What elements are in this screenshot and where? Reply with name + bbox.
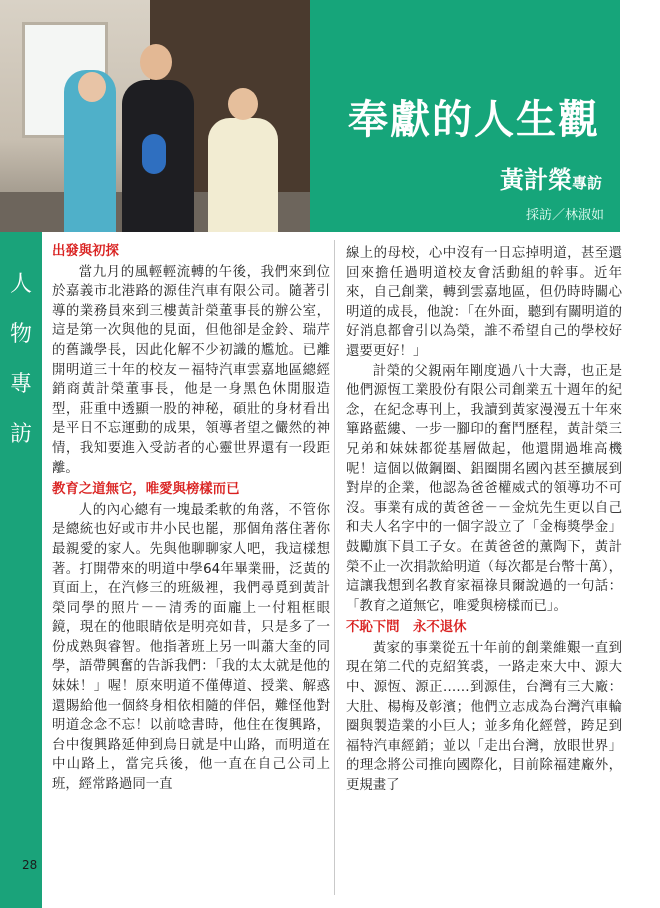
interview-photo [0, 0, 310, 232]
subject-tag: 專訪 [571, 174, 602, 192]
paragraph-continued: 線上的母校，心中沒有一日忘掉明道，甚至還回來擔任過明道校友會活動組的幹事。近年來，自己創業，轉到雲嘉地區，但仍時時關心明道的成長，他說：「在外面，聽到有關明道的好消息都會引以為榮，誰不希望自己的學校好還要更好！」 [346, 246, 622, 359]
person-left-head [78, 72, 106, 102]
paragraph: 當九月的風輕輕流轉的午後，我們來到位於嘉義市北港路的源佳汽車有限公司。隨著引導的業務員來到三樓黃計榮董事長的辦公室，這是第一次與他的見面，但他卻是金鈴、瑞芹的舊識學長，因此化解不少初識的尷尬。已離開明道三十年的校友－福特汽車雲嘉地區總經銷商黃計榮董事長，他是一身黑色休閒服造型，莊重中透顯一股的神秘，碩壯的身材看出是平日不忘運動的成果，領導者望之儼然的神情，我知要進入受訪者的心靈世界還有一段距離。 [52, 264, 330, 476]
byline: 採訪／林淑如 [525, 208, 604, 223]
section-heading: 教育之道無它，唯愛與榜樣而已 [52, 482, 240, 498]
article-column-right [346, 244, 622, 796]
section-sidebar [0, 232, 42, 908]
paragraph: 人的內心總有一塊最柔軟的角落，不管你是總統也好或市井小民也罷，那個角落住著你最親愛的家人。先與他聊聊家人吧，我這樣想著。打開帶來的明道中學64年畢業冊，泛黃的頁面上，在汽修三的班級裡，我們尋覓到黃計榮同學的照片－－清秀的面龐上一付粗框眼鏡，現在的他眼睛依是明亮如昔，只是多了一份成熟與睿智。他指著班上另一叫蕭大奎的同學，語帶興奮的告訴我們：「我的太太就是他的妹妹！」喔！原來明道不僅傳道、授業、解惑還賜給他一個終身相依相隨的伴侶，難怪他對明道念念不忘！以前唸書時，他住在復興路，台中復興路延伸到烏日就是中山路，而明道在中山路上，當完兵後，他一直在自己公司上班，經常路過同一直 [52, 502, 330, 793]
page-number: 28 [22, 858, 38, 872]
paragraph: 黃家的事業從五十年前的創業維艱一直到現在第二代的克紹箕裘，一路走來大中、源大中、源恆、源正……到源佳，台灣有三大廠：大肚、楊梅及彰濱；他們立志成為台灣汽車輪圈與製造業的小巨人；並多角化經營，跨足到福特汽車經銷；並以「走出台灣，放眼世界」的理念將公司推向國際化，目前除福建廠外，更規畫了 [346, 640, 622, 794]
header-banner [310, 0, 660, 232]
section-heading: 出發與初探 [52, 244, 119, 259]
header-right-margin [620, 0, 660, 232]
person-right [208, 118, 278, 232]
subject-name: 黃計榮 [499, 166, 572, 194]
article-title: 奉獻的人生觀 [348, 96, 600, 143]
person-center-head [140, 44, 172, 80]
article-column-left [52, 240, 330, 795]
mascot-doll [142, 134, 166, 174]
subtitle [500, 160, 602, 195]
section-heading: 不恥下問 永不退休 [346, 620, 467, 636]
column-divider [334, 240, 335, 895]
paragraph: 計榮的父親兩年剛度過八十大壽，也正是他們源恆工業股份有限公司創業五十週年的紀念，在紀念專刊上，我讀到黃家漫漫五十年來篳路藍縷、一步一腳印的奮鬥歷程，黃計榮三兄弟和妹妹都從基層做起，他還開過堆高機呢！這個以做鋼圈、鋁圈開名國內甚至擴展到對岸的企業，他認為爸爸權威式的領導功不可沒。事業有成的黃爸爸－－金炕先生更以自己和夫人名字中的一個字設立了「金梅獎學金」鼓勵旗下員工子女。在黃爸爸的薰陶下，黃計榮不止一次捐款給明道（每次都是台幣十萬），這讓我想到名教育家福祿貝爾說過的一句話：「教育之道無它，唯愛與榜樣而已」。 [346, 363, 622, 614]
section-label: 人物專訪 [9, 272, 32, 447]
person-right-head [228, 88, 258, 120]
